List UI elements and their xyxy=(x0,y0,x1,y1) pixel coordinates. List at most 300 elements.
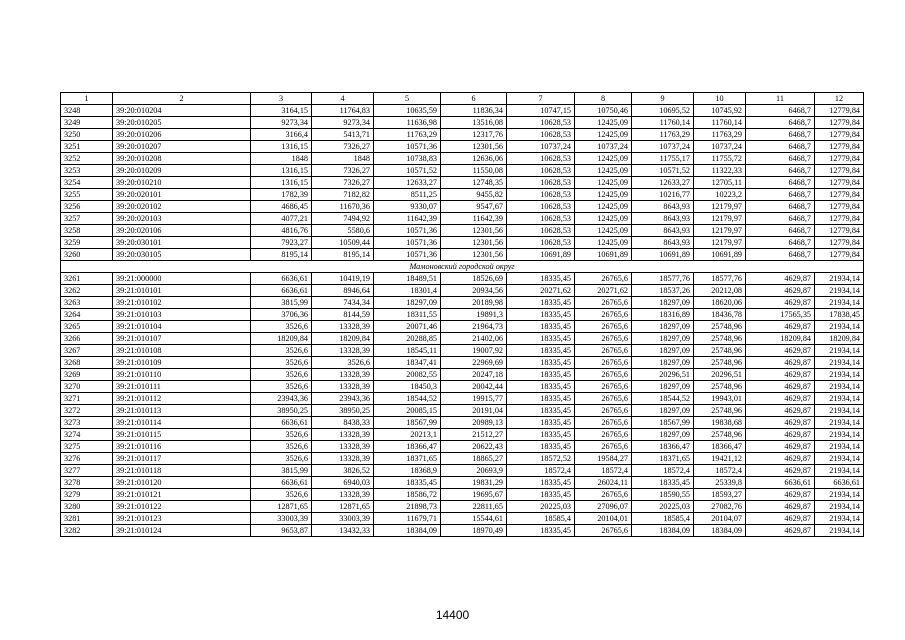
value-cell: 26765,6 xyxy=(575,441,632,453)
value-cell: 18572,4 xyxy=(694,465,746,477)
value-cell: 4077,21 xyxy=(251,213,312,225)
value-cell: 12871,65 xyxy=(312,501,374,513)
value-cell: 12301,56 xyxy=(441,141,507,153)
row-number-cell: 3254 xyxy=(61,177,113,189)
value-cell: 10628,53 xyxy=(507,225,575,237)
value-cell: 12779,84 xyxy=(815,189,864,201)
row-number-cell: 3276 xyxy=(61,453,113,465)
cadastral-number-cell: 39:21:010121 xyxy=(113,489,251,501)
value-cell: 7434,34 xyxy=(312,297,374,309)
value-cell: 6468,7 xyxy=(746,129,815,141)
value-cell: 22811,65 xyxy=(441,501,507,513)
value-cell: 21934,14 xyxy=(815,381,864,393)
value-cell: 15544,61 xyxy=(441,513,507,525)
value-cell: 4629,87 xyxy=(746,357,815,369)
value-cell: 4629,87 xyxy=(746,441,815,453)
value-cell: 21934,14 xyxy=(815,285,864,297)
value-cell: 12425,09 xyxy=(575,213,632,225)
table-row xyxy=(61,141,864,153)
value-cell: 13328,39 xyxy=(312,381,374,393)
row-number-cell: 3264 xyxy=(61,309,113,321)
value-cell: 12779,84 xyxy=(815,177,864,189)
value-cell: 18371,65 xyxy=(374,453,441,465)
column-header: 3 xyxy=(251,93,312,105)
value-cell: 10750,46 xyxy=(575,105,632,117)
value-cell: 38950,25 xyxy=(251,405,312,417)
value-cell: 11642,39 xyxy=(374,213,441,225)
value-cell: 18316,89 xyxy=(632,309,694,321)
row-number-cell: 3265 xyxy=(61,321,113,333)
value-cell: 19891,3 xyxy=(441,309,507,321)
value-cell: 26765,6 xyxy=(575,273,632,285)
value-cell: 3526,6 xyxy=(251,441,312,453)
column-header: 11 xyxy=(746,93,815,105)
cadastral-number-cell: 39:21:010112 xyxy=(113,393,251,405)
value-cell: 22969,69 xyxy=(441,357,507,369)
value-cell: 18335,45 xyxy=(507,345,575,357)
value-cell: 11763,29 xyxy=(632,129,694,141)
value-cell: 11763,29 xyxy=(374,129,441,141)
value-cell: 4629,87 xyxy=(746,489,815,501)
value-cell: 21934,14 xyxy=(815,345,864,357)
value-cell: 20989,13 xyxy=(441,417,507,429)
value-cell: 6468,7 xyxy=(746,117,815,129)
row-number-cell: 3271 xyxy=(61,393,113,405)
cadastral-number-cell: 39:20:010210 xyxy=(113,177,251,189)
value-cell: 12779,84 xyxy=(815,141,864,153)
value-cell: 6636,61 xyxy=(251,285,312,297)
value-cell: 18209,84 xyxy=(746,333,815,345)
value-cell: 12425,09 xyxy=(575,129,632,141)
value-cell: 18335,45 xyxy=(507,417,575,429)
value-cell: 20104,07 xyxy=(694,513,746,525)
value-cell: 10691,89 xyxy=(694,249,746,261)
value-cell: 18567,99 xyxy=(374,417,441,429)
value-cell: 12179,97 xyxy=(694,201,746,213)
value-cell: 20213,1 xyxy=(374,429,441,441)
value-cell: 18577,76 xyxy=(694,273,746,285)
value-cell: 10635,59 xyxy=(374,105,441,117)
value-cell: 18335,45 xyxy=(507,273,575,285)
value-cell: 20693,9 xyxy=(441,465,507,477)
value-cell: 18335,45 xyxy=(507,393,575,405)
value-cell: 10738,83 xyxy=(374,153,441,165)
value-cell: 6468,7 xyxy=(746,165,815,177)
value-cell: 18368,9 xyxy=(374,465,441,477)
value-cell: 11636,98 xyxy=(374,117,441,129)
value-cell: 20247,18 xyxy=(441,369,507,381)
value-cell: 11550,08 xyxy=(441,165,507,177)
table-row xyxy=(61,237,864,249)
table-row xyxy=(61,285,864,297)
value-cell: 12779,84 xyxy=(815,201,864,213)
value-cell: 25339,8 xyxy=(694,477,746,489)
value-cell: 21934,14 xyxy=(815,417,864,429)
row-number-cell: 3248 xyxy=(61,105,113,117)
value-cell: 26024,11 xyxy=(575,477,632,489)
value-cell: 18335,45 xyxy=(507,369,575,381)
cadastral-number-cell: 39:21:010103 xyxy=(113,309,251,321)
cadastral-number-cell: 39:21:010101 xyxy=(113,285,251,297)
value-cell: 18297,09 xyxy=(632,345,694,357)
value-cell: 18335,45 xyxy=(507,333,575,345)
table-row xyxy=(61,357,864,369)
value-cell: 26765,6 xyxy=(575,321,632,333)
value-cell: 3526,6 xyxy=(251,453,312,465)
value-cell: 26765,6 xyxy=(575,381,632,393)
value-cell: 27082,76 xyxy=(694,501,746,513)
row-number-cell: 3256 xyxy=(61,201,113,213)
value-cell: 13328,39 xyxy=(312,441,374,453)
table-row xyxy=(61,501,864,513)
value-cell: 9547,67 xyxy=(441,201,507,213)
value-cell: 8438,33 xyxy=(312,417,374,429)
table-row xyxy=(61,297,864,309)
table-row xyxy=(61,153,864,165)
row-number-cell: 3274 xyxy=(61,429,113,441)
value-cell: 7182,82 xyxy=(312,189,374,201)
cadastral-number-cell: 39:21:010104 xyxy=(113,321,251,333)
value-cell: 6636,61 xyxy=(251,477,312,489)
value-cell: 1316,15 xyxy=(251,141,312,153)
value-cell: 19915,77 xyxy=(441,393,507,405)
column-header: 5 xyxy=(374,93,441,105)
cadastral-number-cell: 39:20:020101 xyxy=(113,189,251,201)
value-cell: 6468,7 xyxy=(746,177,815,189)
table-row xyxy=(61,513,864,525)
value-cell: 9273,34 xyxy=(251,117,312,129)
value-cell: 19421,12 xyxy=(694,453,746,465)
value-cell: 26765,6 xyxy=(575,309,632,321)
value-cell: 18335,45 xyxy=(507,525,575,537)
row-number-cell: 3249 xyxy=(61,117,113,129)
value-cell: 12779,84 xyxy=(815,165,864,177)
value-cell: 18335,45 xyxy=(507,381,575,393)
value-cell: 4629,87 xyxy=(746,297,815,309)
row-number-cell: 3268 xyxy=(61,357,113,369)
value-cell: 10628,53 xyxy=(507,177,575,189)
value-cell: 12425,09 xyxy=(575,225,632,237)
table-row xyxy=(61,405,864,417)
cadastral-value-table xyxy=(60,92,864,537)
value-cell: 12425,09 xyxy=(575,189,632,201)
value-cell: 12779,84 xyxy=(815,213,864,225)
value-cell: 6468,7 xyxy=(746,153,815,165)
value-cell: 19695,67 xyxy=(441,489,507,501)
cadastral-number-cell: 39:20:010204 xyxy=(113,105,251,117)
value-cell: 21934,14 xyxy=(815,369,864,381)
value-cell: 3526,6 xyxy=(251,345,312,357)
value-cell: 3526,6 xyxy=(251,357,312,369)
value-cell: 12633,27 xyxy=(632,177,694,189)
value-cell: 3706,36 xyxy=(251,309,312,321)
value-cell: 20189,98 xyxy=(441,297,507,309)
table-row xyxy=(61,465,864,477)
row-number-cell: 3253 xyxy=(61,165,113,177)
value-cell: 10628,53 xyxy=(507,189,575,201)
value-cell: 18384,09 xyxy=(694,525,746,537)
cadastral-number-cell: 39:21:010122 xyxy=(113,501,251,513)
value-cell: 3526,6 xyxy=(251,429,312,441)
cadastral-number-cell: 39:21:010113 xyxy=(113,405,251,417)
section-title: Мамоновский городской округ xyxy=(61,261,864,273)
value-cell: 6940,03 xyxy=(312,477,374,489)
value-cell: 20288,85 xyxy=(374,333,441,345)
value-cell: 8511,25 xyxy=(374,189,441,201)
table-row xyxy=(61,489,864,501)
value-cell: 21934,14 xyxy=(815,489,864,501)
value-cell: 5413,71 xyxy=(312,129,374,141)
value-cell: 3815,99 xyxy=(251,297,312,309)
value-cell: 20271,62 xyxy=(575,285,632,297)
value-cell: 21934,14 xyxy=(815,501,864,513)
value-cell: 3526,6 xyxy=(251,489,312,501)
value-cell: 3164,15 xyxy=(251,105,312,117)
value-cell: 8144,59 xyxy=(312,309,374,321)
value-cell: 12425,09 xyxy=(575,117,632,129)
table-row xyxy=(61,525,864,537)
value-cell: 18335,45 xyxy=(507,441,575,453)
cadastral-number-cell: 39:21:010102 xyxy=(113,297,251,309)
cadastral-number-cell: 39:20:010205 xyxy=(113,117,251,129)
value-cell: 26765,6 xyxy=(575,489,632,501)
table-row xyxy=(61,321,864,333)
value-cell: 11760,14 xyxy=(632,117,694,129)
value-cell: 10745,92 xyxy=(694,105,746,117)
value-cell: 18593,27 xyxy=(694,489,746,501)
value-cell: 20042,44 xyxy=(441,381,507,393)
column-header: 6 xyxy=(441,93,507,105)
row-number-cell: 3266 xyxy=(61,333,113,345)
value-cell: 6468,7 xyxy=(746,225,815,237)
value-cell: 18970,49 xyxy=(441,525,507,537)
value-cell: 21934,14 xyxy=(815,393,864,405)
value-cell: 26765,6 xyxy=(575,345,632,357)
value-cell: 10223,2 xyxy=(694,189,746,201)
value-cell: 8643,93 xyxy=(632,237,694,249)
value-cell: 11763,29 xyxy=(694,129,746,141)
value-cell: 21934,14 xyxy=(815,525,864,537)
cadastral-number-cell: 39:21:010110 xyxy=(113,369,251,381)
value-cell: 18335,45 xyxy=(507,321,575,333)
row-number-cell: 3270 xyxy=(61,381,113,393)
cadastral-number-cell: 39:20:010209 xyxy=(113,165,251,177)
value-cell: 4629,87 xyxy=(746,393,815,405)
cadastral-number-cell: 39:21:010124 xyxy=(113,525,251,537)
page-number: 14400 xyxy=(435,608,470,622)
value-cell: 10419,19 xyxy=(312,273,374,285)
value-cell: 7326,27 xyxy=(312,141,374,153)
value-cell: 10737,24 xyxy=(507,141,575,153)
value-cell: 10571,36 xyxy=(374,237,441,249)
value-cell: 12779,84 xyxy=(815,249,864,261)
value-cell: 6468,7 xyxy=(746,189,815,201)
value-cell: 10691,89 xyxy=(632,249,694,261)
value-cell: 21402,06 xyxy=(441,333,507,345)
table-row xyxy=(61,477,864,489)
value-cell: 21934,14 xyxy=(815,357,864,369)
table-row xyxy=(61,249,864,261)
value-cell: 18572,4 xyxy=(575,465,632,477)
cadastral-number-cell: 39:20:020102 xyxy=(113,201,251,213)
column-header: 8 xyxy=(575,93,632,105)
value-cell: 12871,65 xyxy=(251,501,312,513)
value-cell: 18567,99 xyxy=(632,417,694,429)
value-cell: 13328,39 xyxy=(312,345,374,357)
cadastral-number-cell: 39:20:010208 xyxy=(113,153,251,165)
cadastral-number-cell: 39:21:010120 xyxy=(113,477,251,489)
value-cell: 19831,29 xyxy=(441,477,507,489)
value-cell: 10737,24 xyxy=(575,141,632,153)
cadastral-number-cell: 39:20:010207 xyxy=(113,141,251,153)
value-cell: 25748,96 xyxy=(694,429,746,441)
cadastral-number-cell: 39:20:030101 xyxy=(113,237,251,249)
value-cell: 18297,09 xyxy=(632,381,694,393)
value-cell: 11642,39 xyxy=(441,213,507,225)
value-cell: 20212,08 xyxy=(694,285,746,297)
value-cell: 20085,15 xyxy=(374,405,441,417)
value-cell: 1848 xyxy=(312,153,374,165)
table-row xyxy=(61,273,864,285)
row-number-cell: 3282 xyxy=(61,525,113,537)
table-row xyxy=(61,105,864,117)
table-row xyxy=(61,177,864,189)
value-cell: 21934,14 xyxy=(815,513,864,525)
value-cell: 21934,14 xyxy=(815,297,864,309)
value-cell: 12779,84 xyxy=(815,225,864,237)
value-cell: 12705,11 xyxy=(694,177,746,189)
value-cell: 9273,34 xyxy=(312,117,374,129)
value-cell: 18436,78 xyxy=(694,309,746,321)
row-number-cell: 3269 xyxy=(61,369,113,381)
value-cell: 8643,93 xyxy=(632,225,694,237)
table-row xyxy=(61,345,864,357)
value-cell: 4629,87 xyxy=(746,345,815,357)
value-cell: 18544,52 xyxy=(632,393,694,405)
value-cell: 18335,45 xyxy=(507,477,575,489)
value-cell: 18865,27 xyxy=(441,453,507,465)
value-cell: 18311,55 xyxy=(374,309,441,321)
value-cell: 11679,71 xyxy=(374,513,441,525)
value-cell: 13516,08 xyxy=(441,117,507,129)
value-cell: 18209,84 xyxy=(815,333,864,345)
row-number-cell: 3273 xyxy=(61,417,113,429)
value-cell: 18489,51 xyxy=(374,273,441,285)
value-cell: 18366,47 xyxy=(374,441,441,453)
value-cell: 10628,53 xyxy=(507,201,575,213)
table-row xyxy=(61,381,864,393)
value-cell: 18384,09 xyxy=(374,525,441,537)
value-cell: 18545,11 xyxy=(374,345,441,357)
value-cell: 20191,04 xyxy=(441,405,507,417)
value-cell: 10691,89 xyxy=(507,249,575,261)
value-cell: 11322,33 xyxy=(694,165,746,177)
value-cell: 4629,87 xyxy=(746,405,815,417)
row-number-cell: 3279 xyxy=(61,489,113,501)
cadastral-number-cell: 39:20:020106 xyxy=(113,225,251,237)
table-row xyxy=(61,213,864,225)
table-row xyxy=(61,429,864,441)
cadastral-number-cell: 39:21:000000 xyxy=(113,273,251,285)
value-cell: 18526,69 xyxy=(441,273,507,285)
cadastral-number-cell: 39:21:010109 xyxy=(113,357,251,369)
value-cell: 13328,39 xyxy=(312,429,374,441)
row-number-cell: 3272 xyxy=(61,405,113,417)
value-cell: 12301,56 xyxy=(441,237,507,249)
table-row xyxy=(61,309,864,321)
value-cell: 10509,44 xyxy=(312,237,374,249)
value-cell: 7326,27 xyxy=(312,165,374,177)
value-cell: 12179,97 xyxy=(694,225,746,237)
value-cell: 18335,45 xyxy=(507,297,575,309)
cadastral-number-cell: 39:21:010118 xyxy=(113,465,251,477)
row-number-cell: 3261 xyxy=(61,273,113,285)
value-cell: 4629,87 xyxy=(746,321,815,333)
value-cell: 13328,39 xyxy=(312,489,374,501)
row-number-cell: 3281 xyxy=(61,513,113,525)
value-cell: 12425,09 xyxy=(575,165,632,177)
value-cell: 33003,39 xyxy=(251,513,312,525)
row-number-cell: 3252 xyxy=(61,153,113,165)
column-header: 7 xyxy=(507,93,575,105)
value-cell: 18586,72 xyxy=(374,489,441,501)
value-cell: 18335,45 xyxy=(507,357,575,369)
value-cell: 18572,4 xyxy=(507,465,575,477)
value-cell: 18335,45 xyxy=(507,489,575,501)
value-cell: 11764,83 xyxy=(312,105,374,117)
value-cell: 4629,87 xyxy=(746,369,815,381)
column-header: 10 xyxy=(694,93,746,105)
value-cell: 5580,6 xyxy=(312,225,374,237)
value-cell: 10628,53 xyxy=(507,213,575,225)
table-body xyxy=(61,105,864,537)
value-cell: 8643,93 xyxy=(632,201,694,213)
value-cell: 19584,27 xyxy=(575,453,632,465)
column-header: 1 xyxy=(61,93,113,105)
row-number-cell: 3275 xyxy=(61,441,113,453)
value-cell: 25748,96 xyxy=(694,345,746,357)
value-cell: 11836,34 xyxy=(441,105,507,117)
value-cell: 4629,87 xyxy=(746,285,815,297)
row-number-cell: 3250 xyxy=(61,129,113,141)
value-cell: 18544,52 xyxy=(374,393,441,405)
value-cell: 18297,09 xyxy=(632,405,694,417)
column-header: 2 xyxy=(113,93,251,105)
value-cell: 13328,39 xyxy=(312,369,374,381)
column-header: 4 xyxy=(312,93,374,105)
value-cell: 18297,09 xyxy=(632,297,694,309)
value-cell: 18371,65 xyxy=(632,453,694,465)
value-cell: 9653,87 xyxy=(251,525,312,537)
value-cell: 21934,14 xyxy=(815,429,864,441)
value-cell: 7494,92 xyxy=(312,213,374,225)
value-cell: 21964,73 xyxy=(441,321,507,333)
value-cell: 1316,15 xyxy=(251,177,312,189)
value-cell: 25748,96 xyxy=(694,357,746,369)
value-cell: 10571,36 xyxy=(374,225,441,237)
value-cell: 20934,56 xyxy=(441,285,507,297)
value-cell: 25748,96 xyxy=(694,381,746,393)
value-cell: 4629,87 xyxy=(746,429,815,441)
value-cell: 13328,39 xyxy=(312,453,374,465)
value-cell: 20071,46 xyxy=(374,321,441,333)
value-cell: 8946,64 xyxy=(312,285,374,297)
value-cell: 1782,39 xyxy=(251,189,312,201)
value-cell: 10737,24 xyxy=(694,141,746,153)
value-cell: 23943,36 xyxy=(251,393,312,405)
value-cell: 11670,36 xyxy=(312,201,374,213)
value-cell: 6468,7 xyxy=(746,105,815,117)
